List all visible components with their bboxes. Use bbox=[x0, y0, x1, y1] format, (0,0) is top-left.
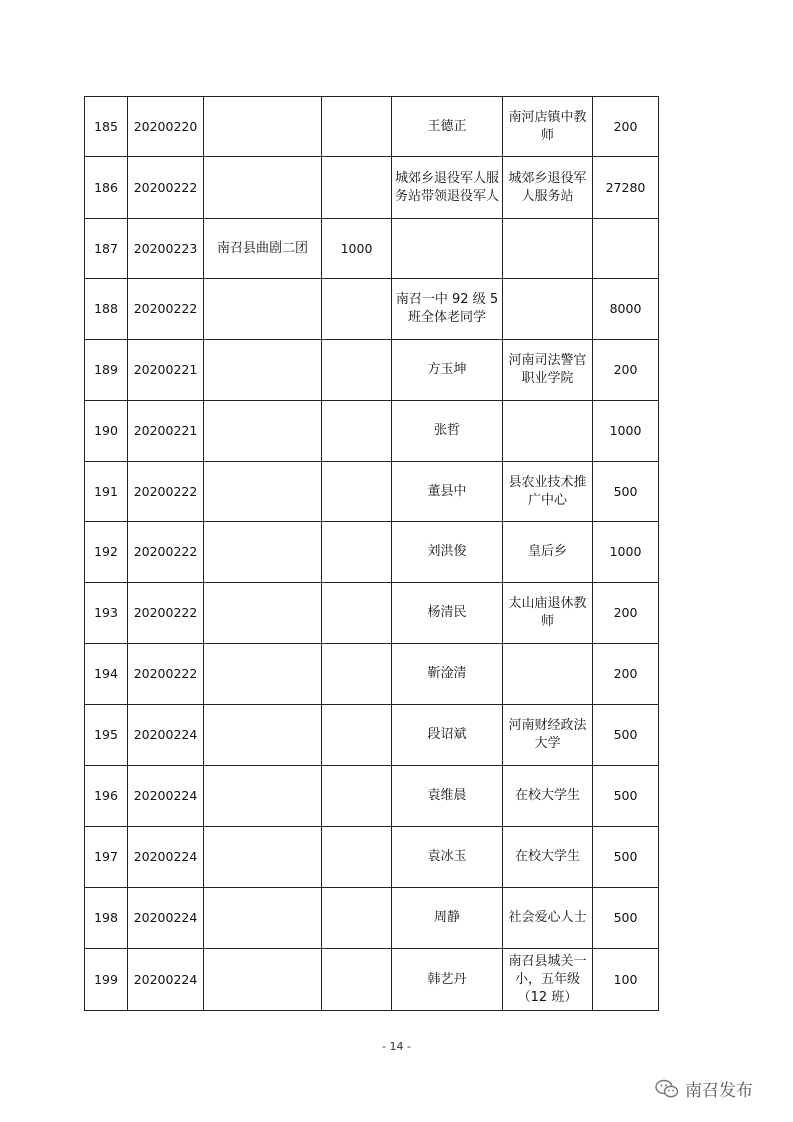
donation-table-body bbox=[85, 97, 659, 1011]
cell-person: 张哲 bbox=[392, 401, 503, 462]
cell-person: 袁维晨 bbox=[392, 766, 503, 827]
table-row bbox=[85, 157, 659, 219]
cell-person: 靳淦清 bbox=[392, 644, 503, 705]
cell-org bbox=[204, 522, 322, 583]
cell-date: 20200221 bbox=[128, 340, 204, 401]
cell-person: 方玉坤 bbox=[392, 340, 503, 401]
table-row bbox=[85, 949, 659, 1011]
page-number: - 14 - bbox=[382, 1040, 411, 1053]
cell-org-amount bbox=[322, 888, 392, 949]
cell-date: 20200224 bbox=[128, 949, 204, 1011]
table-row bbox=[85, 97, 659, 157]
cell-org bbox=[204, 888, 322, 949]
cell-amount: 500 bbox=[593, 827, 659, 888]
cell-no: 196 bbox=[85, 766, 128, 827]
cell-person: 刘洪俊 bbox=[392, 522, 503, 583]
cell-person: 王德正 bbox=[392, 97, 503, 157]
cell-unit: 太山庙退休教师 bbox=[503, 583, 593, 644]
cell-date: 20200220 bbox=[128, 97, 204, 157]
cell-no: 187 bbox=[85, 219, 128, 279]
cell-org bbox=[204, 583, 322, 644]
cell-org-amount bbox=[322, 583, 392, 644]
cell-date: 20200222 bbox=[128, 462, 204, 522]
cell-amount: 200 bbox=[593, 97, 659, 157]
cell-org bbox=[204, 97, 322, 157]
cell-unit bbox=[503, 644, 593, 705]
cell-org-amount bbox=[322, 949, 392, 1011]
table-row bbox=[85, 644, 659, 705]
cell-unit: 社会爱心人士 bbox=[503, 888, 593, 949]
cell-no: 193 bbox=[85, 583, 128, 644]
cell-person: 段诏斌 bbox=[392, 705, 503, 766]
table-row bbox=[85, 705, 659, 766]
cell-date: 20200224 bbox=[128, 705, 204, 766]
cell-amount: 500 bbox=[593, 888, 659, 949]
donation-table bbox=[84, 96, 659, 1011]
cell-org-amount bbox=[322, 522, 392, 583]
cell-amount: 100 bbox=[593, 949, 659, 1011]
cell-person: 南召一中 92 级 5 班全体老同学 bbox=[392, 279, 503, 340]
cell-no: 188 bbox=[85, 279, 128, 340]
cell-no: 191 bbox=[85, 462, 128, 522]
cell-org bbox=[204, 401, 322, 462]
cell-org-amount bbox=[322, 827, 392, 888]
cell-org-amount bbox=[322, 644, 392, 705]
cell-date: 20200224 bbox=[128, 766, 204, 827]
cell-no: 194 bbox=[85, 644, 128, 705]
table-row bbox=[85, 583, 659, 644]
table-row bbox=[85, 401, 659, 462]
cell-unit: 在校大学生 bbox=[503, 766, 593, 827]
cell-amount: 27280 bbox=[593, 157, 659, 219]
cell-org-amount bbox=[322, 97, 392, 157]
cell-org bbox=[204, 949, 322, 1011]
cell-amount: 500 bbox=[593, 766, 659, 827]
cell-amount bbox=[593, 219, 659, 279]
table-row bbox=[85, 827, 659, 888]
cell-unit bbox=[503, 219, 593, 279]
cell-org bbox=[204, 157, 322, 219]
cell-org-amount bbox=[322, 157, 392, 219]
cell-no: 199 bbox=[85, 949, 128, 1011]
cell-no: 198 bbox=[85, 888, 128, 949]
cell-no: 190 bbox=[85, 401, 128, 462]
cell-no: 197 bbox=[85, 827, 128, 888]
cell-person: 韩艺丹 bbox=[392, 949, 503, 1011]
cell-org-amount bbox=[322, 462, 392, 522]
cell-date: 20200223 bbox=[128, 219, 204, 279]
cell-org-amount bbox=[322, 705, 392, 766]
cell-amount: 200 bbox=[593, 644, 659, 705]
cell-unit: 在校大学生 bbox=[503, 827, 593, 888]
cell-amount: 500 bbox=[593, 462, 659, 522]
cell-amount: 500 bbox=[593, 705, 659, 766]
cell-no: 185 bbox=[85, 97, 128, 157]
cell-org: 南召县曲剧二团 bbox=[204, 219, 322, 279]
cell-unit bbox=[503, 401, 593, 462]
cell-no: 189 bbox=[85, 340, 128, 401]
cell-date: 20200224 bbox=[128, 888, 204, 949]
cell-date: 20200224 bbox=[128, 827, 204, 888]
table-row bbox=[85, 888, 659, 949]
cell-amount: 1000 bbox=[593, 401, 659, 462]
cell-date: 20200222 bbox=[128, 522, 204, 583]
cell-unit: 南河店镇中教师 bbox=[503, 97, 593, 157]
cell-unit: 南召县城关一小，五年级（12 班） bbox=[503, 949, 593, 1011]
cell-unit: 皇后乡 bbox=[503, 522, 593, 583]
cell-date: 20200221 bbox=[128, 401, 204, 462]
table-row bbox=[85, 279, 659, 340]
cell-org bbox=[204, 279, 322, 340]
cell-amount: 1000 bbox=[593, 522, 659, 583]
watermark-text: 南召发布 bbox=[685, 1081, 753, 1101]
cell-org bbox=[204, 644, 322, 705]
cell-amount: 200 bbox=[593, 583, 659, 644]
cell-no: 192 bbox=[85, 522, 128, 583]
cell-person: 城郊乡退役军人服务站带领退役军人 bbox=[392, 157, 503, 219]
cell-org-amount bbox=[322, 766, 392, 827]
cell-unit: 河南司法警官职业学院 bbox=[503, 340, 593, 401]
table-row bbox=[85, 340, 659, 401]
cell-unit bbox=[503, 279, 593, 340]
cell-person: 董县中 bbox=[392, 462, 503, 522]
cell-org-amount bbox=[322, 340, 392, 401]
cell-person bbox=[392, 219, 503, 279]
cell-date: 20200222 bbox=[128, 583, 204, 644]
cell-amount: 200 bbox=[593, 340, 659, 401]
cell-no: 195 bbox=[85, 705, 128, 766]
cell-org bbox=[204, 462, 322, 522]
cell-unit: 城郊乡退役军人服务站 bbox=[503, 157, 593, 219]
cell-date: 20200222 bbox=[128, 157, 204, 219]
cell-org bbox=[204, 766, 322, 827]
source-watermark bbox=[655, 1076, 753, 1101]
table-row bbox=[85, 522, 659, 583]
cell-amount: 8000 bbox=[593, 279, 659, 340]
cell-org bbox=[204, 340, 322, 401]
cell-unit: 河南财经政法大学 bbox=[503, 705, 593, 766]
cell-unit: 县农业技术推广中心 bbox=[503, 462, 593, 522]
table-row bbox=[85, 766, 659, 827]
cell-no: 186 bbox=[85, 157, 128, 219]
cell-date: 20200222 bbox=[128, 279, 204, 340]
cell-org bbox=[204, 827, 322, 888]
cell-org-amount bbox=[322, 279, 392, 340]
wechat-icon bbox=[655, 1079, 679, 1099]
cell-person: 杨清民 bbox=[392, 583, 503, 644]
cell-org-amount: 1000 bbox=[322, 219, 392, 279]
cell-person: 周静 bbox=[392, 888, 503, 949]
table-row bbox=[85, 462, 659, 522]
cell-person: 袁冰玉 bbox=[392, 827, 503, 888]
table-row bbox=[85, 219, 659, 279]
cell-date: 20200222 bbox=[128, 644, 204, 705]
cell-org-amount bbox=[322, 401, 392, 462]
cell-org bbox=[204, 705, 322, 766]
